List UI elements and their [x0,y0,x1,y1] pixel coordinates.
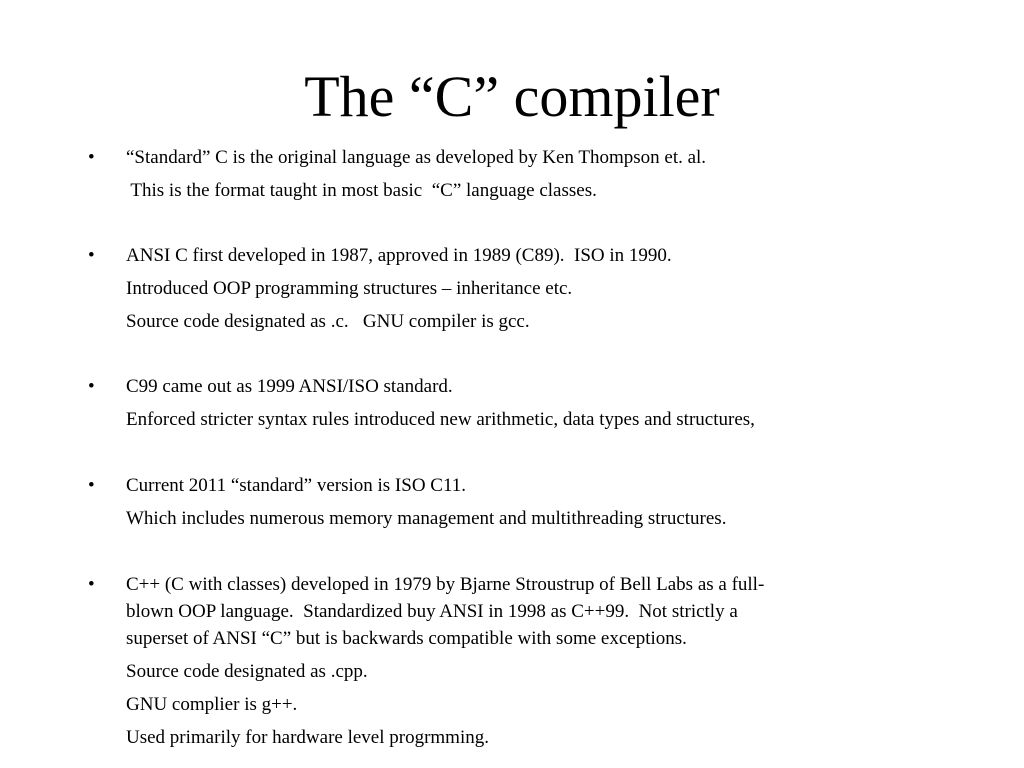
bullet-2-subline-1: Introduced OOP programming structures – inheritance etc. [126,278,573,299]
bullet-3-subline-1: Enforced stricter syntax rules introduced new arithmetic, data types and structures, [126,409,755,430]
bullet-point-icon: • [88,475,95,496]
bullet-5-subline-2: GNU complier is g++. [126,694,298,715]
bullet-4-subline-1: Which includes numerous memory management and multithreading structures. [126,508,727,529]
bullet-point-icon: • [88,245,95,266]
bullet-2-subline-2: Source code designated as .c. GNU compiler is gcc. [126,311,530,332]
bullet-point-icon: • [88,147,95,168]
bullet-2-text: ANSI C first developed in 1987, approved in 1989 (C89). ISO in 1990. [126,245,672,266]
bullet-point-icon: • [88,574,95,595]
bullet-5-text-line-3: superset of ANSI “C” but is backwards compatible with some exceptions. [126,628,687,649]
bullet-5-subline-3: Used primarily for hardware level progrmming. [126,727,489,748]
bullet-5-text-line-1: C++ (C with classes) developed in 1979 by Bjarne Stroustrup of Bell Labs as a full- [126,574,765,595]
bullet-point-icon: • [88,376,95,397]
bullet-1-text: “Standard” C is the original language as developed by Ken Thompson et. al. [126,147,707,168]
bullet-5-text-line-2: blown OOP language. Standardized buy ANSI in 1998 as C++99. Not strictly a [126,601,738,622]
bullet-5-subline-1: Source code designated as .cpp. [126,661,368,682]
bullet-3-text: C99 came out as 1999 ANSI/ISO standard. [126,376,453,397]
slide-title: The “C” compiler [304,64,720,129]
bullet-4-text: Current 2011 “standard” version is ISO C11. [126,475,467,496]
bullet-1-subline-1: This is the format taught in most basic “C” language classes. [126,180,597,201]
